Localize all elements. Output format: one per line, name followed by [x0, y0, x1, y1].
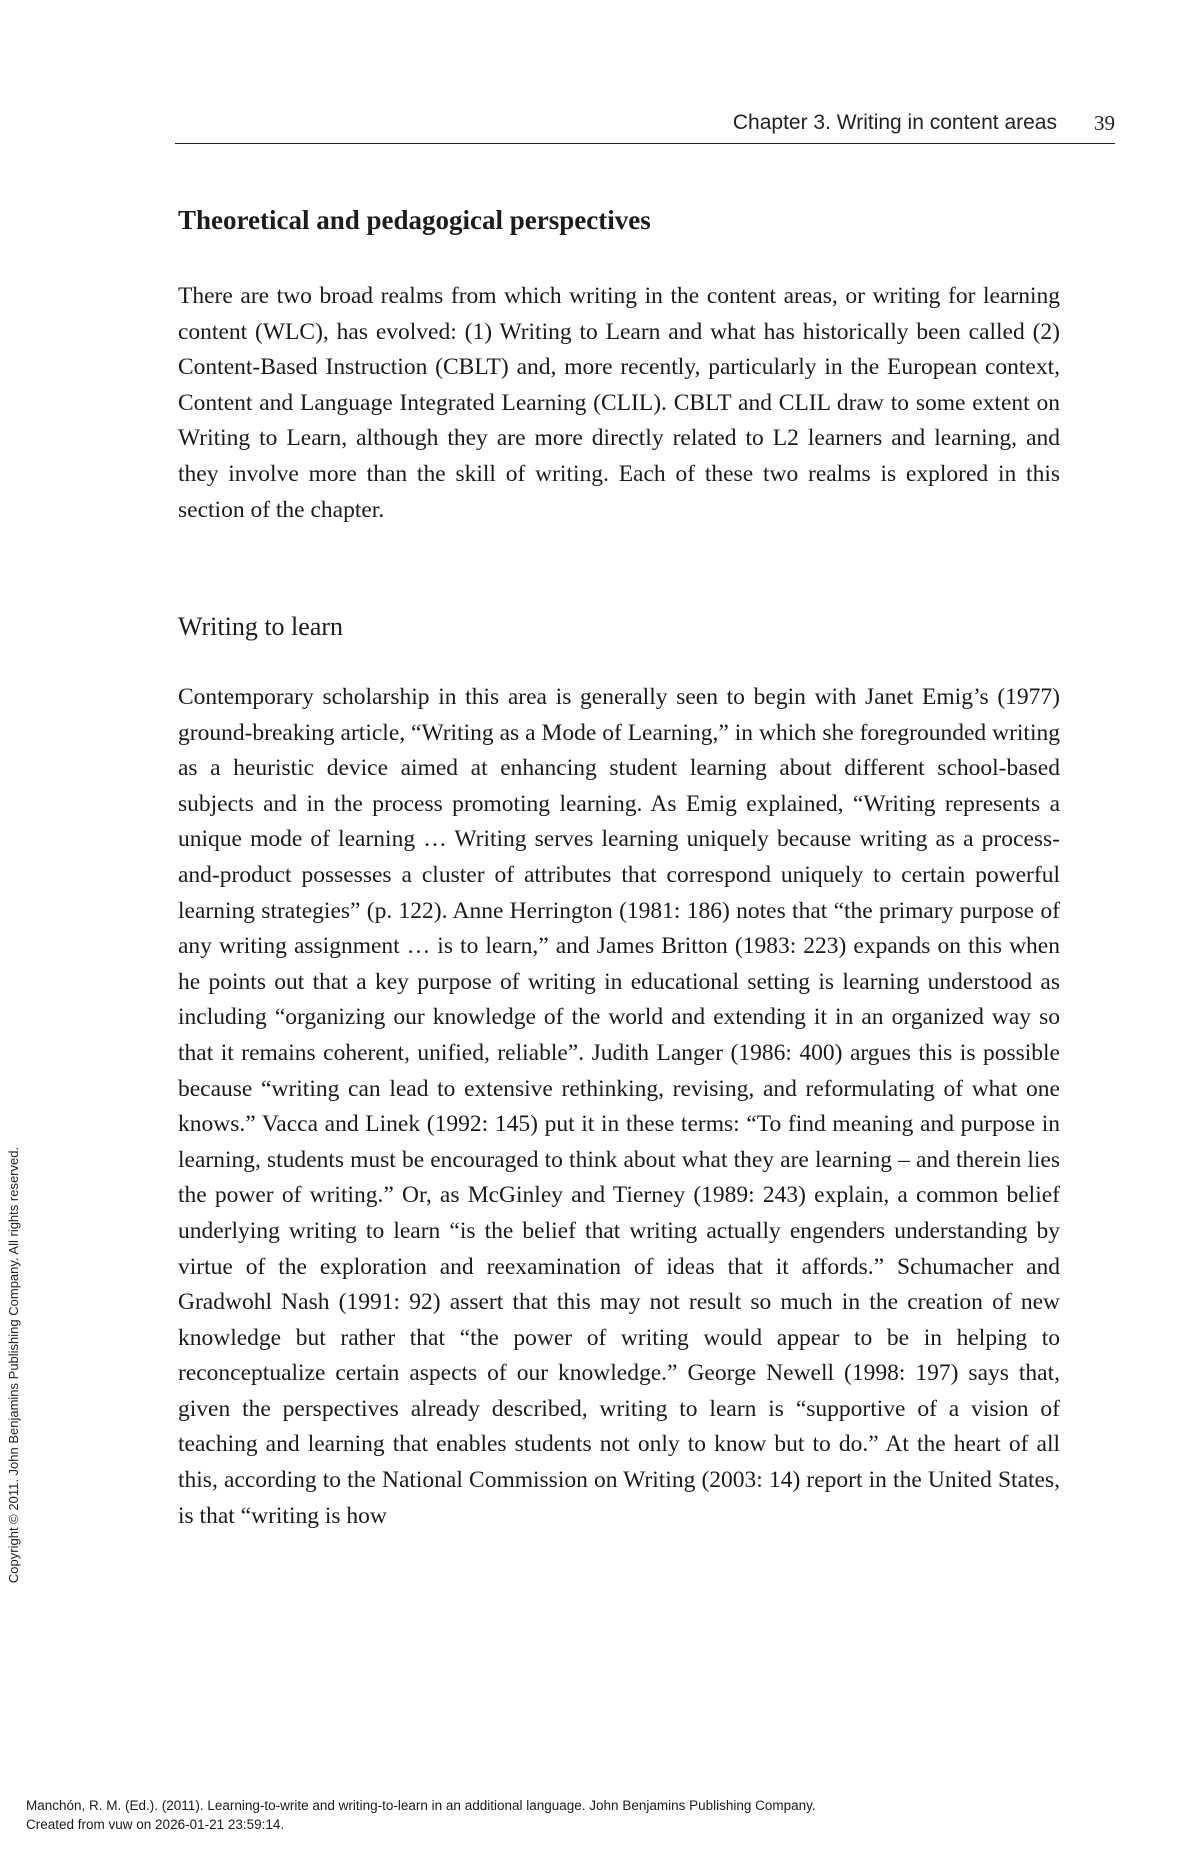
running-head — [175, 103, 1115, 144]
created-line: Created from vuw on 2026-01-21 23:59:14. — [26, 1817, 285, 1832]
citation-line: Manchón, R. M. (Ed.). (2011). Learning-to-write and writing-to-learn in an additional language. John Benjamins Publishing Company. — [26, 1798, 816, 1813]
section-heading: Theoretical and pedagogical perspectives — [178, 205, 651, 235]
page-number: 39 — [1094, 111, 1115, 135]
subsection-heading: Writing to learn — [178, 612, 344, 641]
section-paragraph: There are two broad realms from which writing in the content areas, or writing for learning content (WLC), has evolved: (1) Writing to Learn and what has historically been called (2) Content-Based Instruction (CBLT) and, more recently, particularly in the European context, Content and Language Integrated Learning (CLIL). CBLT and CLIL draw to some extent on Writing to Learn, although they are more directly related to L2 learners and learning, and they involve more than the skill of writing. Each of these two realms is explored in this section of the chapter. — [178, 283, 1060, 523]
footer-citation — [26, 1796, 1176, 1834]
subsection-paragraph: Contemporary scholarship in this area is generally seen to begin with Janet Emig’s (1977) ground-breaking article, “Writing as a Mode of Learning,” in which she foregrounded writing as a heuristic device aimed at enhancing student learning about different school-based subjects and in the process promoting learning. As Emig explained, “Writing represents a unique mode of learning … Writing serves learning uniquely because writing as a process-and-product possesses a cluster of attributes that correspond uniquely to certain powerful learning strategies” (p. 122). Anne Herrington (1981: 186) notes that “the primary purpose of any writing assignment … is to learn,” and James Britton (1983: 223) expands on this when he points out that a key purpose of writing in educational setting is learning understood as including “organizing our knowledge of the world and extending it in an organized way so that it remains coherent, unified, reliable”. Judith Langer (1986: 400) argues this is possible because “writing can lead to extensive rethinking, revising, and reformulating of what one knows.” Vacca and Linek (1992: 145) put it in these terms: “To find meaning and purpose in learning, students must be encouraged to think about what they are learning – and therein lies the power of writing.” Or, as McGinley and Tierney (1989: 243) explain, a common belief underlying writing to learn “is the belief that writing actually engenders understanding by virtue of the exploration and reexamination of ideas that it affords.” Schumacher and Gradwohl Nash (1991: 92) assert that this may not result so much in the creation of new knowledge but rather that “the power of writing would appear to be in helping to reconceptualize certain aspects of our knowledge.” George Newell (1998: 197) says that, given the perspectives already described, writing to learn is “supportive of a vision of teaching and learning that enables students not only to know but to do.” At the heart of all this, according to the National Commission on Writing (2003: 14) report in the United States, is that “writing is how — [178, 684, 1060, 1529]
copyright-notice: Copyright © 2011. John Benjamins Publishing Company. All rights reserved. — [6, 1146, 21, 1584]
chapter-title: Chapter 3. Writing in content areas — [732, 111, 1057, 134]
